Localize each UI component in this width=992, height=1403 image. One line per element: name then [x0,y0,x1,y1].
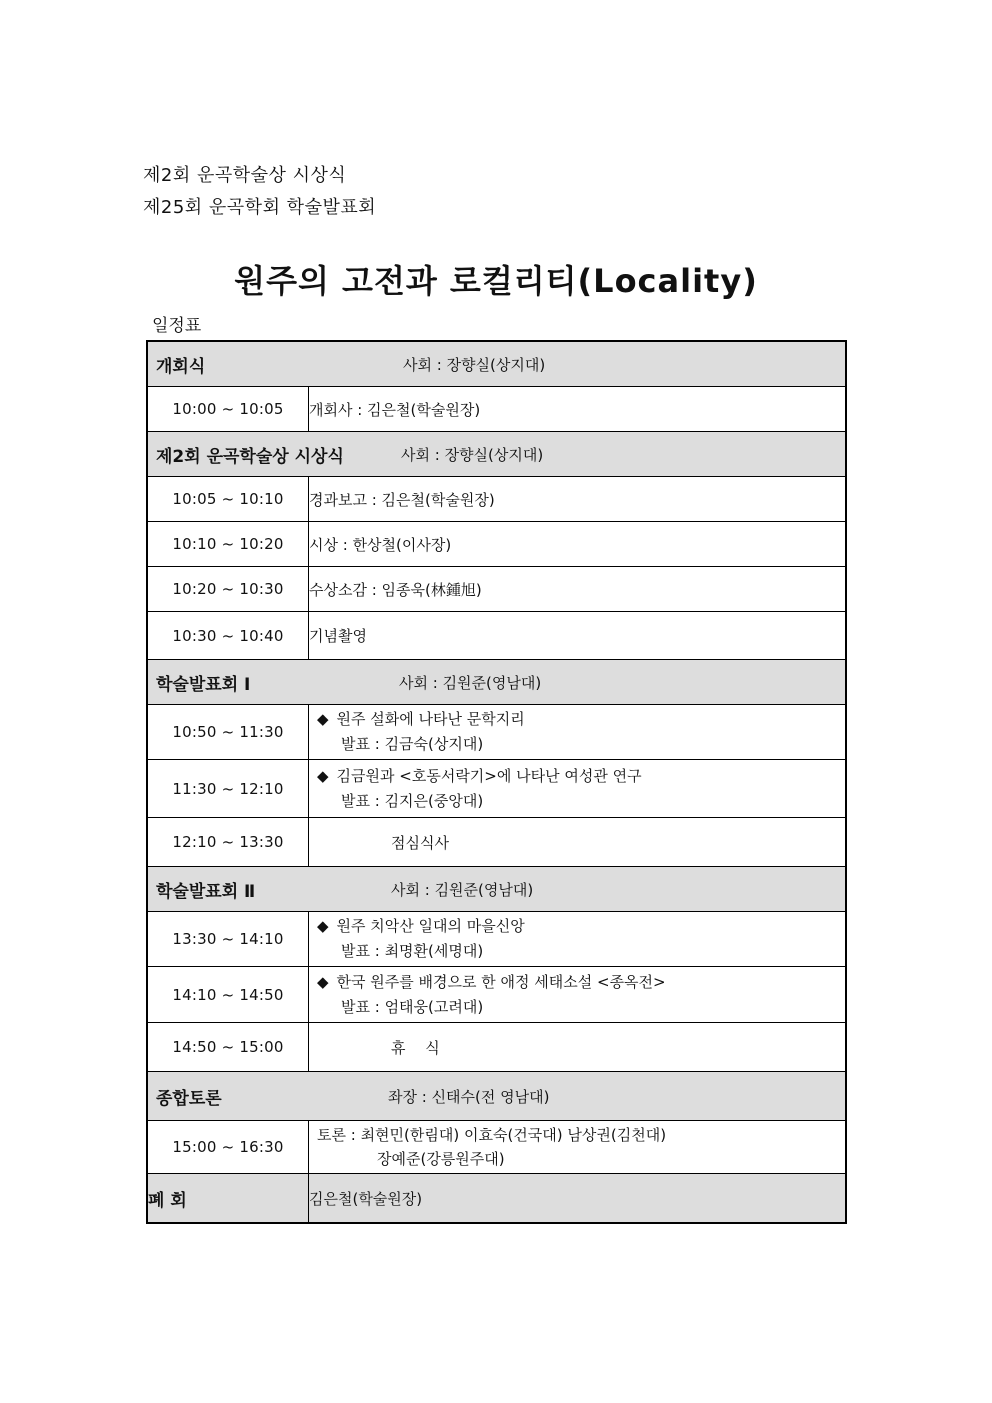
talk-topic: 원주 치악산 일대의 마을신앙 [336,917,525,935]
talk-topic: 원주 설화에 나타난 문학지리 [336,710,525,728]
desc-cell: 시상 : 한상철(이사장) [309,522,847,567]
time-cell: 14:10 ~ 14:50 [147,967,309,1023]
schedule-table [146,340,847,1224]
desc-cell [309,760,847,818]
section-title: 제2회 운곡학술상 시상식 [156,446,344,467]
diamond-bullet-icon: ◆ [317,710,329,728]
table-row [147,760,846,818]
desc-cell [309,967,847,1023]
time-cell: 10:20 ~ 10:30 [147,567,309,612]
page-title: 원주의 고전과 로컬리티(Locality) [234,262,758,300]
table-row [147,1121,846,1174]
talk-topic: 한국 원주를 배경으로 한 애정 세태소설 <종옥전> [336,972,666,991]
closing-desc: 김은철(학술원장) [309,1174,847,1224]
section-title: 학술발표회 Ⅰ [156,674,251,695]
subtitle-award-ceremony: 제2회 운곡학술상 시상식 [143,165,347,186]
time-cell: 15:00 ~ 16:30 [147,1121,309,1174]
section-host: 사회 : 김원준(영남대) [391,880,534,899]
diamond-bullet-icon: ◆ [317,766,329,785]
talk-presenter: 발표 : 엄태웅(고려대) [341,997,484,1016]
section-header-session-2 [147,867,846,912]
section-closing [147,1174,846,1224]
section-host: 좌장 : 신태수(전 영남대) [388,1087,550,1106]
desc-cell: 개회사 : 김은철(학술원장) [309,387,847,432]
section-title: 종합토론 [156,1088,222,1109]
table-row [147,477,846,522]
section-title: 개회식 [156,356,206,377]
desc-cell [309,705,847,760]
time-cell: 12:10 ~ 13:30 [147,818,309,867]
table-row [147,567,846,612]
desc-cell [309,1121,847,1174]
discussants-line-1: 토론 : 최현민(한림대) 이효숙(건국대) 남상권(김천대) [317,1126,667,1144]
desc-cell [309,912,847,967]
desc-cell: 점심식사 [309,818,847,867]
schedule-label: 일정표 [152,316,202,336]
table-row [147,522,846,567]
table-row [147,818,846,867]
desc-cell: 경과보고 : 김은철(학술원장) [309,477,847,522]
time-cell: 10:50 ~ 11:30 [147,705,309,760]
desc-cell: 수상소감 : 임종욱(林鍾旭) [309,567,847,612]
desc-cell: 휴 식 [309,1023,847,1072]
closing-label: 폐 회 [147,1174,309,1224]
table-row [147,612,846,660]
section-host: 사회 : 장향실(상지대) [403,355,546,374]
table-row [147,912,846,967]
time-cell: 13:30 ~ 14:10 [147,912,309,967]
section-title: 학술발표회 Ⅱ [156,881,256,902]
table-row [147,967,846,1023]
section-host: 사회 : 김원준(영남대) [399,673,542,692]
discussants-line-2: 장예준(강릉원주대) [377,1150,505,1168]
talk-presenter: 발표 : 최명환(세명대) [341,942,484,960]
table-row [147,705,846,760]
talk-presenter: 발표 : 김금숙(상지대) [341,735,484,753]
section-host: 사회 : 장향실(상지대) [401,445,544,464]
section-header-discussion [147,1072,846,1121]
section-header-session-1 [147,660,846,705]
time-cell: 11:30 ~ 12:10 [147,760,309,818]
time-cell: 10:30 ~ 10:40 [147,612,309,660]
time-cell: 10:05 ~ 10:10 [147,477,309,522]
subtitle-conference: 제25회 운곡학회 학술발표회 [143,197,377,218]
diamond-bullet-icon: ◆ [317,972,329,991]
time-cell: 10:10 ~ 10:20 [147,522,309,567]
time-cell: 14:50 ~ 15:00 [147,1023,309,1072]
talk-topic: 김금원과 <호동서락기>에 나타난 여성관 연구 [336,766,642,785]
table-row [147,1023,846,1072]
table-row [147,387,846,432]
section-header-award [147,432,846,477]
talk-presenter: 발표 : 김지은(중앙대) [341,791,484,810]
time-cell: 10:00 ~ 10:05 [147,387,309,432]
desc-cell: 기념촬영 [309,612,847,660]
section-header-opening [147,341,846,387]
diamond-bullet-icon: ◆ [317,917,329,935]
